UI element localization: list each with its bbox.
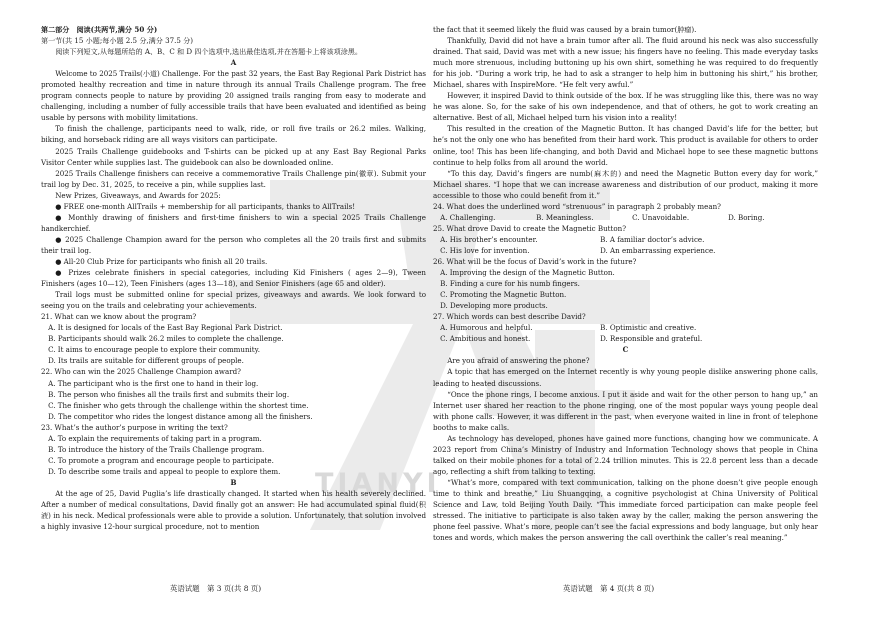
question-22-option-d: D. The competitor who rides the longest distance among all the finishers.: [48, 411, 313, 421]
passage-c-paragraph-3: “Once the phone rings, I become anxious. I put it aside and wait for the other person to hang up,” an Internet user shared her reaction to the phone ringing, one of the most popular ways young people deal with phone calls. However, it was different in the past, when everyone waited in line in front of telephone booths to make calls.: [433, 389, 818, 432]
question-27-option-b: B. Optimistic and creative.: [600, 323, 697, 333]
question-23-option-a: A. To explain the requirements of taking part in a program.: [48, 433, 262, 443]
question-23-option-b: B. To introduce the history of the Trails Challenge program.: [48, 444, 265, 454]
page-footer-3: 英语试题 第 3 页(共 8 页): [170, 584, 262, 593]
question-23-option-c: C. To promote a program and encourage people to participate.: [48, 455, 274, 465]
question-22-option-a: A. The participant who is the first one to hand in their log.: [48, 378, 259, 388]
passage-a-paragraph-5: New Prizes, Giveaways, and Awards for 2025:: [55, 190, 221, 200]
question-24-option-a: A. Challenging.: [440, 212, 496, 222]
prize-bullet-5: ● Prizes celebrate finishers in special categories, including Kid Finishers ( ages 2—9), Tween Finishers (ages 10—12), Teen Finishers (ages 13—18), and Senior Finishers (age 65 and older).: [41, 268, 426, 289]
question-22-option-c: C. The finisher who gets through the challenge within the shortest time.: [48, 400, 309, 410]
passage-b-paragraph-2: Thankfully, David did not have a brain tumor after all. The fluid around his neck was also successfully drained. That said, David was met with a new issue; his fingers have no feeling. This made everyday tasks much more strenuous, including buttoning up his own shirt, something he was required to do frequently for his job. “During a work trip, he had to ask a stranger to help him in buttoning his shirt,” his brother, Michael, shares with InspireMore. “He felt very awful.”: [433, 36, 818, 90]
question-25-option-b: B. A familiar doctor’s advice.: [600, 234, 705, 244]
question-21-option-a: A. It is designed for locals of the East Bay Regional Park District.: [48, 323, 283, 333]
page-footer-4: 英语试题 第 4 页(共 8 页): [563, 584, 655, 593]
question-23-option-d: D. To describe some trails and appeal to people to explore them.: [48, 466, 281, 476]
question-24-option-c: C. Unavoidable.: [632, 212, 690, 222]
question-24-option-d: D. Boring.: [728, 212, 765, 222]
passage-b-paragraph-3: However, it inspired David to think outside of the box. If he was struggling like this, there was no way he was alone. So, for the sake of his own independence, and that of others, he got to work creating an alternative. Best of all, Michael helped turn his vision into a reality!: [433, 91, 818, 123]
question-21-option-b: B. Participants should walk 26.2 miles to complete the challenge.: [48, 334, 284, 344]
passage-c-title: C: [622, 345, 629, 355]
passage-a-paragraph-3: 2025 Trails Challenge guidebooks and T-shirts can be picked up at any East Bay Regional Parks Visitor Center while supplies last. The guidebook can also be downloaded online.: [41, 146, 426, 167]
question-27-option-a: A. Humorous and helpful.: [440, 323, 533, 333]
question-24: 24. What does the underlined word “strenuous” in paragraph 2 probably mean?: [433, 201, 721, 211]
passage-c-paragraph-2: A topic that has emerged on the Internet recently is why young people dislike answering phone calls, leading to heated discussions.: [433, 367, 818, 388]
question-22-option-b: B. The person who finishes all the trails first and submits their log.: [48, 389, 290, 399]
instruction-text: 阅读下列短文,从每题所给的 A、B、C 和 D 四个选项中,选出最佳选项,并在答题卡上将该项涂黑。: [55, 47, 362, 57]
question-23: 23. What’s the author’s purpose in writing the text?: [41, 422, 228, 432]
question-26-option-a: A. Improving the design of the Magnetic Button.: [440, 268, 615, 278]
passage-b-paragraph-1: At the age of 25, David Puglia’s life drastically changed. It started when his health severely declined. After a number of medical consultations, David finally got an answer: He had accumulated spinal fluid(积液) in his neck. Medical professionals were able to provide a solution. Unfortunately, that solution involved a highly invasive 12-hour surgical procedure, not to mention: [41, 488, 426, 532]
passage-a-paragraph-2: To finish the challenge, participants need to walk, ride, or roll five trails or 26.2 miles. Walking, biking, and horseback riding are all ways visitors can participate.: [41, 124, 426, 145]
question-26-option-d: D. Developing more products.: [440, 301, 548, 311]
question-26-option-c: C. Promoting the Magnetic Button.: [440, 290, 567, 300]
passage-b-title: B: [230, 477, 237, 487]
question-27-options: [433, 322, 818, 344]
right-column: [433, 24, 818, 543]
prize-bullet-4: ● All-20 Club Prize for participants who finish all 20 trails.: [55, 256, 268, 266]
passage-b-continued: the fact that it seemed likely the fluid was caused by a brain tumor(肿瘤).: [433, 25, 697, 34]
question-26: 26. What will be the focus of David’s work in the future?: [433, 256, 637, 266]
passage-c-paragraph-4: As technology has developed, phones have gained more functions, changing how we communicate. A 2023 report from China’s Ministry of Industry and Information Technology shows that people in China talked on their mobile phones for a total of 2.24 trillion minutes. This is 22.8 percent less than a decade ago, reflecting a shift from talking to texting.: [433, 433, 818, 476]
passage-a-paragraph-6: Trail logs must be submitted online for special prizes, giveaways and awards. We look forward to seeing you on the trails and celebrating your achievements.: [41, 290, 426, 311]
prize-bullet-1: ● FREE one-month AllTrails + membership for all participants, thanks to AllTrails!: [55, 201, 356, 211]
watermark-text: TIANYI: [315, 468, 441, 499]
prize-bullet-2: ● Monthly drawing of finishers and first-time finishers to win a special 2025 Trails Challenge handkerchief.: [41, 212, 426, 233]
question-25-option-d: D. An embarrassing experience.: [600, 245, 716, 255]
passage-c-paragraph-1: Are you afraid of answering the phone?: [447, 356, 590, 366]
passage-a-paragraph-4: 2025 Trails Challenge finishers can receive a commemorative Trails Challenge pin(徽章). Submit your trail log by Dec. 31, 2025, to receive a pin, while supplies last.: [41, 168, 426, 189]
passage-b-paragraph-4: This resulted in the creation of the Magnetic Button. It has changed David’s life for the better, but he’s not the only one who has benefited from their hard work. This product is available for others to order online, too! This has been life-changing, and both David and Michael hope to see these magnetic buttons continue to help folks from all around the world.: [433, 124, 818, 167]
question-25-option-c: C. His love for invention.: [440, 245, 530, 255]
question-24-option-b: B. Meaningless.: [536, 212, 594, 222]
question-27: 27. Which words can best describe David?: [433, 312, 586, 322]
question-26-option-b: B. Finding a cure for his numb fingers.: [440, 279, 580, 289]
question-21: 21. What can we know about the program?: [41, 312, 197, 322]
question-27-option-d: D. Responsible and grateful.: [600, 334, 703, 344]
question-25-options: [433, 234, 818, 256]
question-25: 25. What drove David to create the Magnetic Button?: [433, 223, 626, 233]
subsection-heading: 第一节(共 15 小题;每小题 2.5 分,满分 37.5 分): [41, 36, 194, 46]
question-24-options: [433, 212, 818, 223]
passage-a-title: A: [230, 58, 237, 68]
passage-c-paragraph-5: “What’s more, compared with text communication, talking on the phone doesn’t give people enough time to think and breathe,” Liu Shuangqing, a cognitive psychologist at China University of Political Science and Law, told Beijing Youth Daily. “This immediate forced participation can make people feel stressed. The initiative to participate is also taken away by the caller, making the person answering the phone feel passive. What’s more, people can’t see the facial expressions and body language, but only hear tones and words, which makes the person answering the call overthink the caller’s real meaning.”: [433, 477, 818, 543]
question-22: 22. Who can win the 2025 Challenge Champion award?: [41, 367, 241, 377]
question-21-option-d: D. Its trails are suitable for different groups of people.: [48, 356, 244, 366]
left-column: [41, 24, 426, 532]
question-21-option-c: C. It aims to encourage people to explore their community.: [48, 345, 260, 355]
passage-a-paragraph-1: Welcome to 2025 Trails(小道) Challenge. For the past 32 years, the East Bay Regional Park District has promoted healthy recreation and time in nature through its annual Trails Challenge program. The free program connects people to nature by providing 20 assigned trails ranging from easy to moderate and challenging, including a number of fully accessible trails that have been evaluated and identified as being usable by persons with mobility limitations.: [41, 69, 426, 123]
question-27-option-c: C. Ambitious and honest.: [440, 334, 531, 344]
section-heading: 第二部分 阅读(共两节,满分 50 分): [41, 25, 158, 34]
prize-bullet-3: ● 2025 Challenge Champion award for the person who completes all the 20 trails first and submits their trail log.: [41, 234, 426, 255]
passage-b-paragraph-5: “To this day, David’s fingers are numb(麻木的) and need the Magnetic Button every day for work,” Michael shares. “I hope that we can increase awareness and distribution of our product, making it more accessible to those who could benefit from it.”: [433, 168, 818, 200]
question-25-option-a: A. His brother’s encounter.: [440, 234, 538, 244]
